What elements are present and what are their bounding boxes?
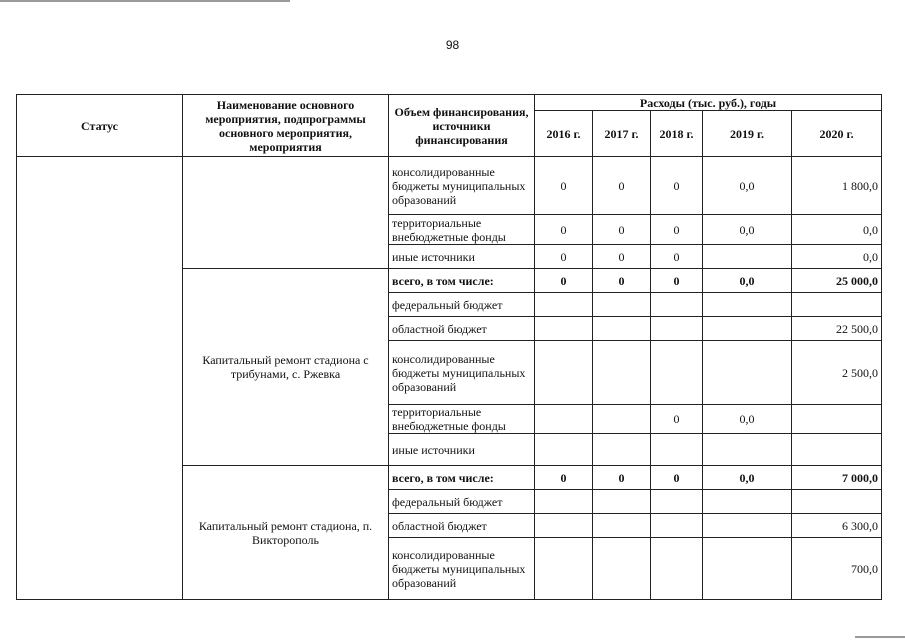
funding-source: иные источники xyxy=(389,245,535,269)
funding-source: консолидированные бюджеты муниципальных образований xyxy=(389,157,535,215)
value-cell: 0 xyxy=(651,405,703,434)
value-cell xyxy=(593,538,651,600)
table-body xyxy=(17,157,882,600)
funding-source: консолидированные бюджеты муниципальных образований xyxy=(389,538,535,600)
value-cell: 0 xyxy=(593,157,651,215)
value-cell: 7 000,0 xyxy=(792,466,882,490)
value-cell: 700,0 xyxy=(792,538,882,600)
header-status: Статус xyxy=(17,95,183,157)
top-rule xyxy=(0,0,290,2)
value-cell: 0,0 xyxy=(703,157,792,215)
value-cell: 6 300,0 xyxy=(792,514,882,538)
value-cell: 0 xyxy=(535,466,593,490)
value-cell xyxy=(593,293,651,317)
value-cell xyxy=(593,434,651,466)
event-name: Капитальный ремонт стадиона, п. Викторополь xyxy=(183,466,389,600)
value-cell: 0 xyxy=(593,245,651,269)
value-cell: 0 xyxy=(651,215,703,245)
value-cell: 0 xyxy=(593,466,651,490)
funding-source: всего, в том числе: xyxy=(389,269,535,293)
value-cell: 0,0 xyxy=(792,245,882,269)
page-number: 98 xyxy=(445,38,460,52)
value-cell xyxy=(651,293,703,317)
funding-source: федеральный бюджет xyxy=(389,293,535,317)
value-cell: 25 000,0 xyxy=(792,269,882,293)
header-year-2018: 2018 г. xyxy=(651,111,703,157)
event-name xyxy=(183,157,389,269)
value-cell: 0,0 xyxy=(792,215,882,245)
value-cell xyxy=(535,293,593,317)
value-cell xyxy=(535,490,593,514)
bottom-rule xyxy=(855,636,905,638)
funding-source: консолидированные бюджеты муниципальных образований xyxy=(389,341,535,405)
value-cell: 0 xyxy=(651,245,703,269)
value-cell: 0 xyxy=(535,269,593,293)
funding-source: федеральный бюджет xyxy=(389,490,535,514)
value-cell xyxy=(792,405,882,434)
value-cell: 0 xyxy=(535,215,593,245)
value-cell: 0 xyxy=(593,269,651,293)
value-cell: 0,0 xyxy=(703,215,792,245)
value-cell xyxy=(651,538,703,600)
value-cell xyxy=(593,514,651,538)
value-cell xyxy=(593,490,651,514)
funding-source: иные источники xyxy=(389,434,535,466)
value-cell xyxy=(703,341,792,405)
value-cell xyxy=(535,538,593,600)
header-year-2017: 2017 г. xyxy=(593,111,651,157)
header-year-2019: 2019 г. xyxy=(703,111,792,157)
value-cell xyxy=(792,490,882,514)
value-cell: 2 500,0 xyxy=(792,341,882,405)
value-cell: 0 xyxy=(651,466,703,490)
value-cell xyxy=(651,317,703,341)
value-cell xyxy=(651,434,703,466)
value-cell xyxy=(651,514,703,538)
value-cell xyxy=(651,490,703,514)
status-cell xyxy=(17,157,183,600)
value-cell xyxy=(535,317,593,341)
header-expenses: Расходы (тыс. руб.), годы xyxy=(535,95,882,111)
funding-source: областной бюджет xyxy=(389,514,535,538)
value-cell xyxy=(792,293,882,317)
funding-source: территориальные внебюджетные фонды xyxy=(389,405,535,434)
header-name: Наименование основного мероприятия, подпрограммы основного мероприятия, мероприятия xyxy=(183,95,389,157)
funding-source: всего, в том числе: xyxy=(389,466,535,490)
value-cell xyxy=(703,490,792,514)
header-year-2020: 2020 г. xyxy=(792,111,882,157)
value-cell xyxy=(703,317,792,341)
value-cell xyxy=(703,245,792,269)
value-cell xyxy=(703,293,792,317)
value-cell xyxy=(703,434,792,466)
value-cell: 0,0 xyxy=(703,269,792,293)
value-cell xyxy=(593,341,651,405)
value-cell: 22 500,0 xyxy=(792,317,882,341)
value-cell xyxy=(703,538,792,600)
value-cell: 0,0 xyxy=(703,405,792,434)
value-cell: 0 xyxy=(651,269,703,293)
header-volume: Объем финансирования, источники финансирования xyxy=(389,95,535,157)
value-cell xyxy=(593,405,651,434)
header-year-2016: 2016 г. xyxy=(535,111,593,157)
value-cell xyxy=(535,341,593,405)
table-row xyxy=(17,157,882,215)
budget-table xyxy=(16,94,882,600)
value-cell xyxy=(651,341,703,405)
value-cell xyxy=(535,514,593,538)
value-cell xyxy=(792,434,882,466)
value-cell: 0 xyxy=(535,245,593,269)
value-cell: 0 xyxy=(651,157,703,215)
value-cell xyxy=(535,434,593,466)
event-name: Капитальный ремонт стадиона с трибунами, с. Ржевка xyxy=(183,269,389,466)
value-cell: 0 xyxy=(593,215,651,245)
value-cell: 0 xyxy=(535,157,593,215)
value-cell xyxy=(593,317,651,341)
value-cell: 0,0 xyxy=(703,466,792,490)
funding-source: областной бюджет xyxy=(389,317,535,341)
value-cell xyxy=(703,514,792,538)
value-cell: 1 800,0 xyxy=(792,157,882,215)
value-cell xyxy=(535,405,593,434)
funding-source: территориальные внебюджетные фонды xyxy=(389,215,535,245)
